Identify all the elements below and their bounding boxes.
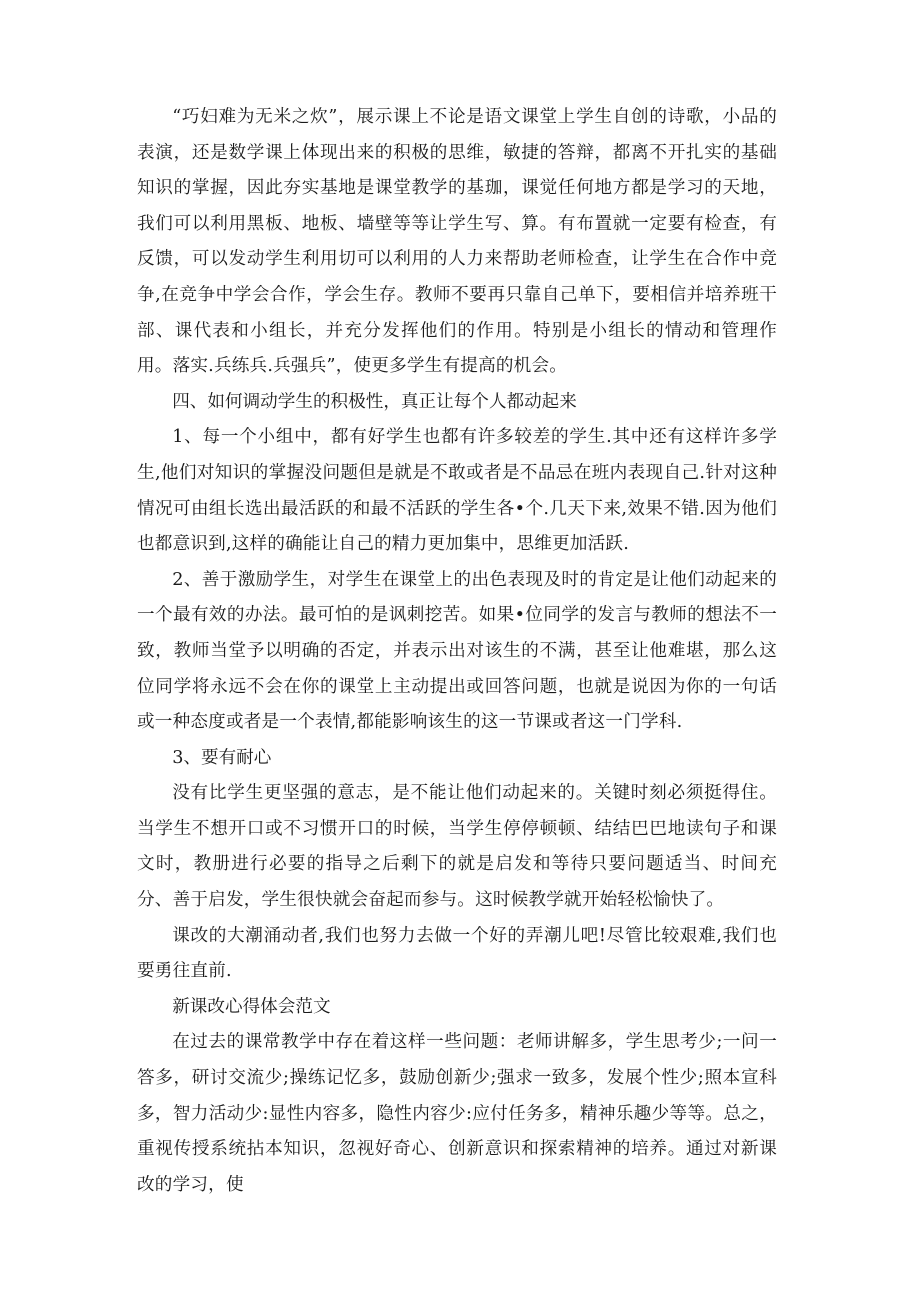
paragraph-patience: 没有比学生更坚强的意志，是不能让他们动起来的。关键时刻必须挺得住。当学生不想开口或不习惯开口的时候，当学生停停顿顿、结结巴巴地读句子和课文时，教册进行必要的指导之后剩下的就是启发和等待只要问题适当、时间充分、善于启发，学生很快就会奋起而参与。这时候教学就开始轻松愉快了。 bbox=[137, 783, 777, 911]
section-heading-4: 四、如何调动学生的积极性，真正让每个人都动起来 bbox=[172, 391, 577, 412]
paragraph-foundation: “巧妇难为无米之炊”，展示课上不论是语文课堂上学生自创的诗歌，小品的表演，还是数学课上体现出来的积极的思维，敏捷的答辩，都离不开扎实的基础知识的掌握，因此夯实基地是课堂教学的基珈，课觉任何地方都是学习的天地，我们可以利用黑板、地板、墙壁等等让学生写、算。有布置就一定要有检查，有反馈，可以发动学生利用切可以利用的人力来帮助老师检查，让学生在合作中竞争,在竞争中学会合作，学会生存。教师不要再只靠自己单下，要相信并培养班干部、课代表和小组长，并充分发挥他们的作用。特别是小组长的情动和管理作用。落实.兵练兵.兵强兵”，使更多学生有提高的机会。 bbox=[137, 107, 777, 377]
paragraph-point-1: 1、每一个小组中，都有好学生也都有许多较差的学生.其中还有这样许多学生,他们对知识的掌握没问题但是就是不敢或者是不品忌在班内表现自己.针对这种情况可由组长选出最活跃的和最不活跃的学生各•个.几天下来,效果不错.因为他们也都意识到,这样的确能让自己的精力更加集中，思维更加活跃. bbox=[137, 427, 777, 555]
paragraph-point-2: 2、善于激励学生，对学生在课堂上的出色表现及时的肯定是让他们动起来的一个最有效的办法。最可怕的是讽刺挖苦。如果•位同学的发言与教师的想法不一致，教师当堂予以明确的否定，并表示出对该生的不满，甚至让他难堪，那么这位同学将永远不会在你的课堂上主动提出或回答问题，也就是说因为你的一句话或一种态度或者是一个表情,都能影响该生的这一节课或者这一门学科. bbox=[137, 569, 777, 733]
paragraph-reform-tide: 课改的大潮涌动者,我们也努力去做一个好的弄潮儿吧!尽管比较艰难,我们也要勇往直前. bbox=[137, 925, 777, 982]
paragraph-past-problems: 在过去的课常教学中存在着这样一些问题：老师讲解多，学生思考少;一问一答多，研讨交流少;操练记忆多，鼓励创新少;强求一致多，发展个性少;照本宣科多，智力活动少:显性内容多，隐性内容少:应付任务多，精神乐趣少等等。总之，重视传授系统拈本知识，忽视好奇心、创新意识和探索精神的培养。通过对新课改的学习，使 bbox=[137, 1032, 777, 1195]
subheading-patience: 3、要有耐心 bbox=[172, 747, 272, 768]
document-page bbox=[137, 100, 777, 1203]
section-title-sample: 新课改心得体会范文 bbox=[172, 996, 331, 1017]
